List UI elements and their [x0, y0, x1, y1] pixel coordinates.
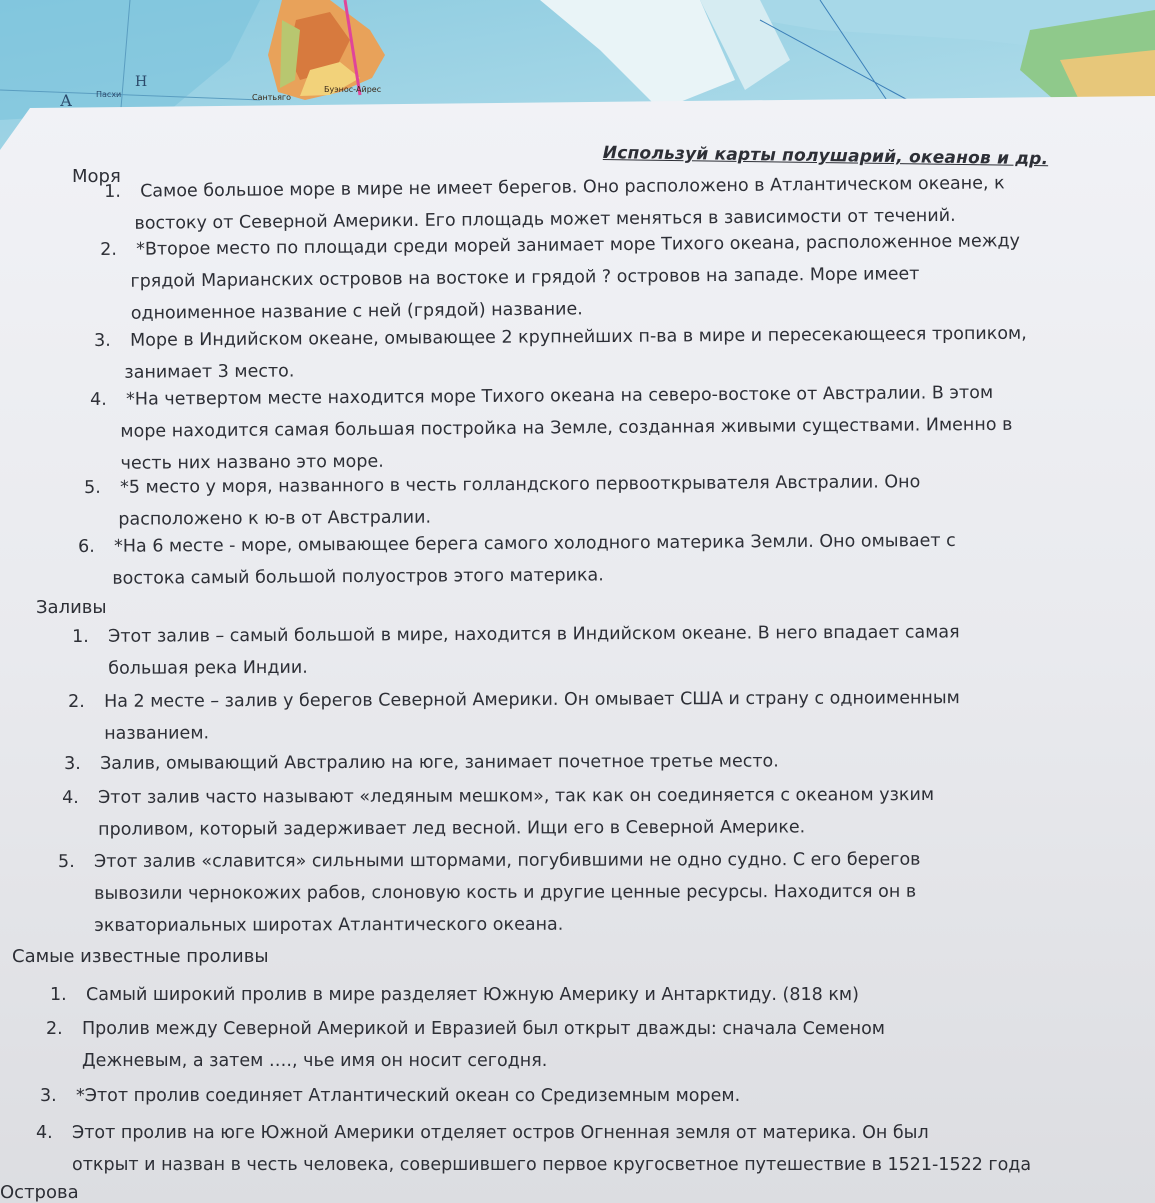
list-item — [72, 616, 960, 685]
item-text: Залив, омывающий Австралию на юге, занимает почетное третье место. — [100, 751, 779, 774]
item-number: 3. — [40, 1086, 57, 1106]
list-item — [46, 1013, 885, 1077]
item-number: 1. — [50, 985, 67, 1005]
item-text-continued: востоку от Северной Америки. Его площадь может меняться в зависимости от течений. — [134, 205, 956, 234]
item-text-continued: большая река Индии. — [108, 657, 308, 679]
section-title-straits: Самые известные проливы — [12, 946, 269, 967]
list-item — [62, 779, 934, 846]
list-item — [100, 225, 1021, 330]
list-item — [68, 682, 960, 750]
item-text: Пролив между Северной Америкой и Евразией был открыт дважды: сначала Семеном — [82, 1019, 885, 1039]
item-number: 3. — [94, 330, 111, 351]
item-number: 5. — [84, 477, 101, 498]
list-item — [90, 377, 1013, 480]
item-number: 2. — [100, 239, 117, 260]
item-text: *5 место у моря, названного в честь голландского первооткрывателя Австралии. Оно — [120, 472, 921, 498]
map-label-city2: Буэнос-Айрес — [324, 85, 382, 94]
section-title-gulfs: Заливы — [36, 597, 107, 618]
item-text-continued: вывозили чернокожих рабов, слоновую кость и другие ценные ресурсы. Находится он в — [94, 881, 917, 904]
section-title-seas: Моря — [72, 166, 121, 187]
item-number: 4. — [62, 787, 79, 808]
list-item — [50, 979, 859, 1011]
item-text: Этот пролив на юге Южной Америки отделяет остров Огненная земля от материка. Он был — [72, 1123, 929, 1143]
list-item — [58, 844, 921, 942]
item-text-continued: занимает 3 место. — [124, 361, 295, 383]
item-text: Этот залив – самый большой в мире, находится в Индийском океане. В него впадает самая — [108, 622, 960, 647]
worksheet-header: Используй карты полушарий, океанов и др. — [602, 143, 1049, 170]
list-item — [36, 1117, 1031, 1181]
item-text: Этот залив «славится» сильными штормами, погубившими не одно судно. С его берегов — [94, 849, 921, 872]
section-title-islands: Острова — [0, 1182, 79, 1203]
list-item — [78, 525, 956, 595]
item-text: Самое большое море в мире не имеет берегов. Оно расположено в Атлантическом океане, к — [140, 173, 1005, 202]
item-number: 1. — [104, 181, 121, 202]
item-text-continued: проливом, который задерживает лед весной. Ищи его в Северной Америке. — [98, 817, 806, 840]
item-text-continued: расположено к ю-в от Австралии. — [118, 507, 432, 530]
map-letter-h: Н — [135, 74, 148, 90]
item-text: *Второе место по площади среди морей занимает море Тихого океана, расположенное между — [136, 231, 1021, 260]
item-text-continued: одноименное название с ней (грядой) название. — [130, 299, 583, 324]
item-text-continued: море находится самая большая постройка на Земле, созданная живыми существами. Именно в — [120, 414, 1013, 442]
item-number: 3. — [64, 753, 81, 774]
item-text: Самый широкий пролив в мире разделяет Южную Америку и Антарктиду. (818 км) — [86, 985, 859, 1005]
item-text-continued: названием. — [104, 723, 210, 744]
item-text: *Этот пролив соединяет Атлантический океан со Средиземным морем. — [76, 1086, 741, 1106]
item-number: 2. — [68, 691, 85, 712]
list-item — [40, 1080, 740, 1112]
item-text-continued: открыт и назван в честь человека, совершившего первое кругосветное путешествие в 1521-1522 года — [72, 1155, 1032, 1175]
item-text: Море в Индийском океане, омывающее 2 крупнейших п-ва в мире и пересекающееся тропиком, — [130, 323, 1027, 351]
item-number: 2. — [46, 1019, 63, 1039]
map-label-cape: Пасхи — [96, 90, 122, 99]
item-text-continued: Дежневым, а затем …., чье имя он носит сегодня. — [82, 1051, 548, 1071]
item-number: 4. — [36, 1123, 53, 1143]
item-number: 5. — [58, 851, 75, 872]
item-text-continued: честь них названо это море. — [120, 451, 384, 474]
item-text: *На 6 месте - море, омывающее берега самого холодного материка Земли. Оно омывает с — [114, 530, 956, 557]
list-item — [64, 746, 779, 780]
item-text-continued: востока самый большой полуостров этого материка. — [112, 565, 604, 589]
item-text: На 2 месте – залив у берегов Северной Америки. Он омывает США и страну с одноименным — [104, 688, 960, 712]
map-letter-a: А — [60, 91, 73, 110]
item-text-continued: экваториальных широтах Атлантического океана. — [94, 914, 564, 936]
item-text: Этот залив часто называют «ледяным мешком», так как он соединяется с океаном узким — [98, 784, 935, 808]
item-text-continued: грядой Марианских островов на востоке и грядой ? островов на западе. Море имеет — [130, 264, 920, 292]
map-label-city1: Сантьяго — [252, 93, 292, 102]
item-number: 4. — [90, 389, 107, 410]
item-number: 6. — [78, 536, 95, 557]
item-text: *На четвертом месте находится море Тихого океана на северо-востоке от Австралии. В этом — [126, 382, 994, 410]
item-number: 1. — [72, 626, 89, 647]
